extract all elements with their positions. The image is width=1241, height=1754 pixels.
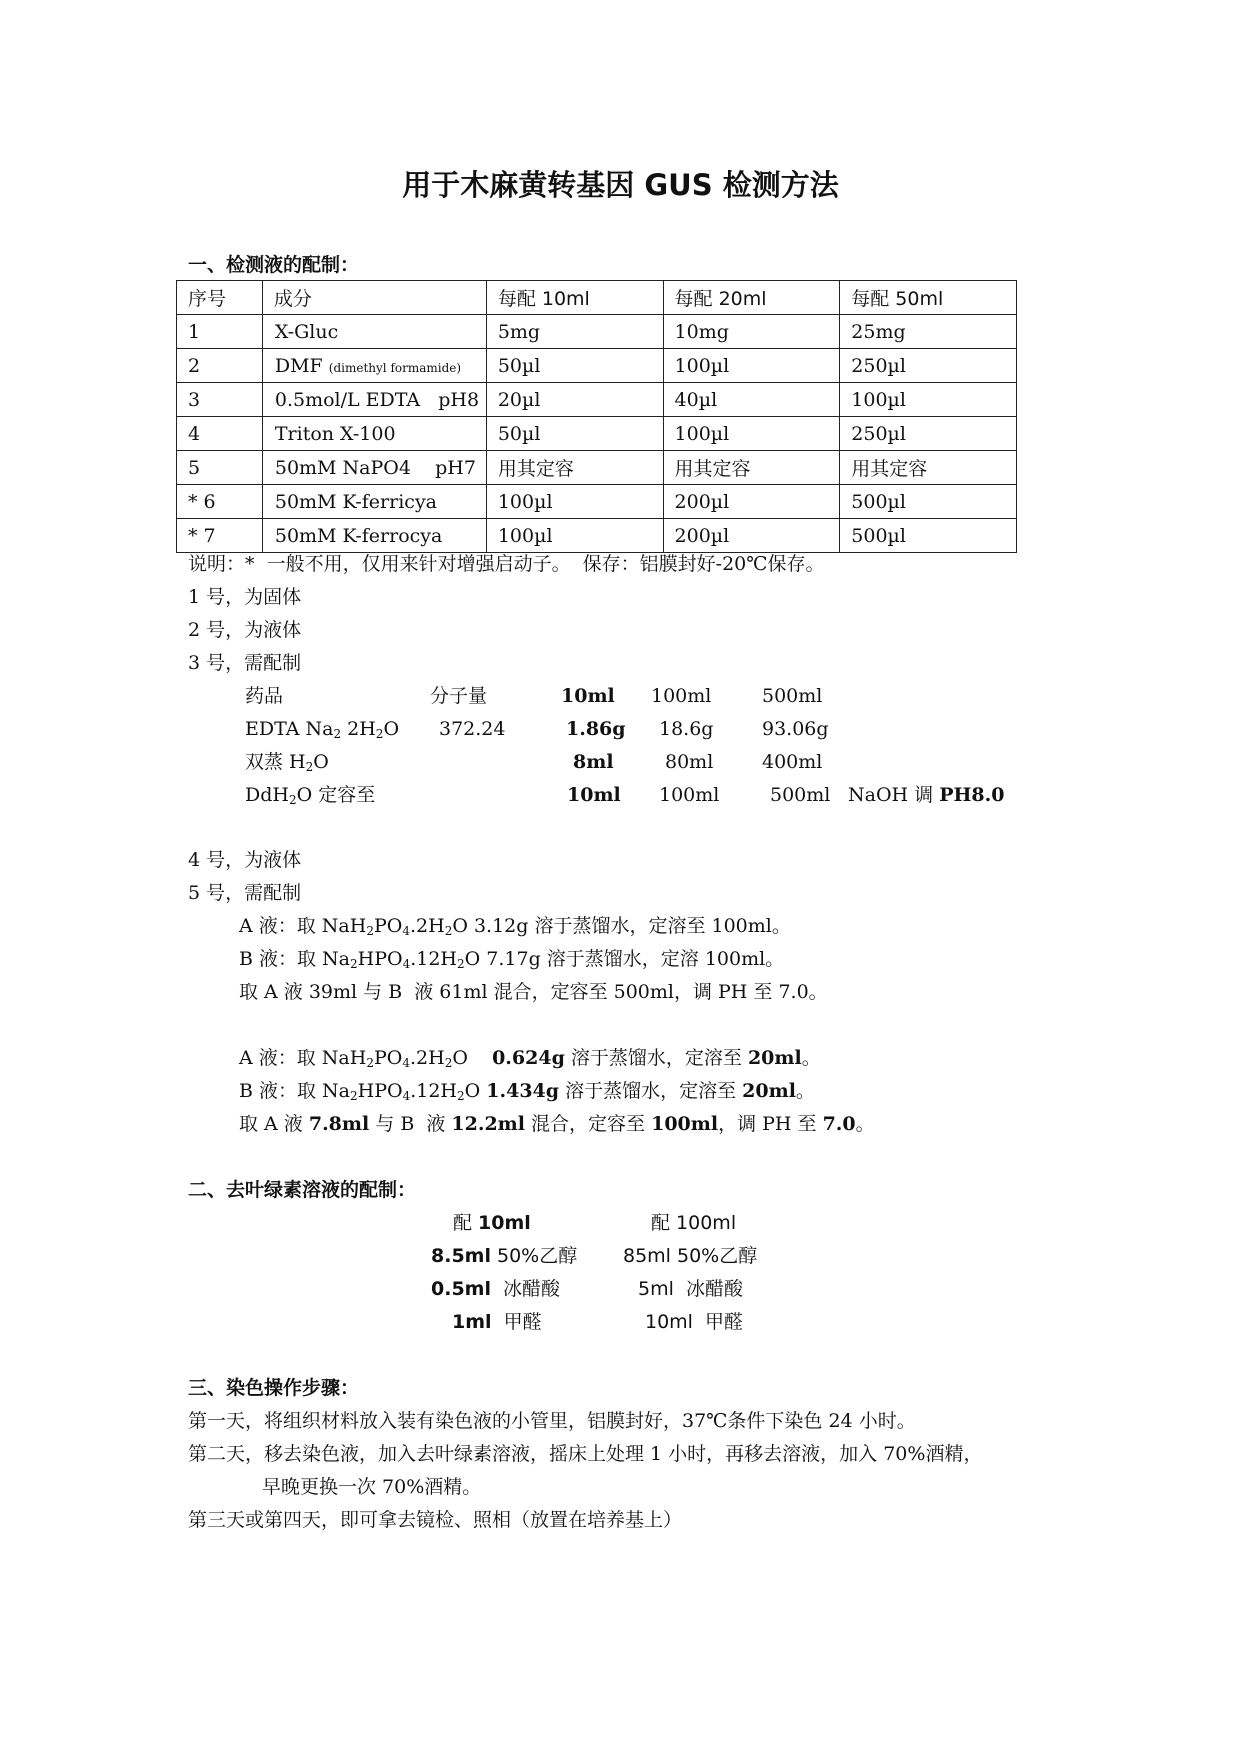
table-cell: 500µl: [840, 519, 1017, 553]
edta-row-3-adjust: NaOH 调 PH8.0: [848, 784, 1005, 806]
component-name: DMF: [274, 354, 323, 377]
edta-row-2-100ml: 80ml: [665, 751, 714, 773]
component-name: X-Gluc: [274, 320, 339, 343]
table-cell: [262, 519, 486, 553]
table-cell: 100µl: [486, 485, 663, 519]
decolor-row-formaldehyde-10ml: 1ml 甲醛: [452, 1311, 542, 1333]
edta-col-500ml: 500ml: [762, 685, 823, 707]
table-cell: 4: [177, 417, 263, 451]
decolor-col1-header: 配 10ml: [453, 1212, 531, 1234]
edta-col-drug: 药品: [245, 685, 284, 707]
page-title: 用于木麻黄转基因 GUS 检测方法: [402, 168, 839, 202]
napo4-mix: 取 A 液 39ml 与 B 液 61ml 混合，定容至 500ml，调 PH 至 7.0。: [239, 981, 828, 1003]
edta-row-3-500ml: 500ml: [770, 784, 831, 806]
table-cell: 200µl: [663, 519, 840, 553]
header-cell: 每配 10ml: [486, 281, 663, 315]
table-cell: 50µl: [486, 417, 663, 451]
table-row: [177, 383, 1017, 417]
component-name: 50mM NaPO4 pH7: [274, 456, 476, 479]
table-cell: 100µl: [486, 519, 663, 553]
decolor-row-acetic-100ml: 5ml 冰醋酸: [638, 1278, 743, 1300]
section3-heading: 三、染色操作步骤：: [188, 1377, 360, 1399]
component-name: Triton X-100: [274, 422, 396, 445]
edta-row-1-name: EDTA $Na_2$ $2H_2O$: [245, 718, 400, 741]
table-cell: 25mg: [840, 315, 1017, 349]
edta-row-2-name: 双蒸 $H_2O$: [245, 751, 329, 774]
decolor-row-ethanol-10ml: 8.5ml 50%乙醇: [431, 1245, 578, 1267]
step-day-3-4: 第三天或第四天，即可拿去镜检、照相（放置在培养基上）: [188, 1509, 683, 1531]
table-cell: 用其定容: [663, 451, 840, 485]
table-cell: 5: [177, 451, 263, 485]
edta-row-1-100ml: 18.6g: [659, 718, 714, 740]
edta-row-1-10ml: 1.86g: [566, 718, 626, 740]
table-cell: 250µl: [840, 349, 1017, 383]
storage-note: 说明：* 一般不用，仅用来针对增强启动子。 保存：铝膜封好-20℃保存。: [188, 553, 825, 575]
table-cell: 10mg: [663, 315, 840, 349]
table-cell: [262, 485, 486, 519]
table-cell: 100µl: [663, 417, 840, 451]
table-row: [177, 485, 1017, 519]
step-day-2: 第二天，移去染色液，加入去叶绿素溶液，摇床上处理 1 小时，再移去溶液，加入 70%酒精，: [188, 1443, 983, 1465]
edta-col-100ml: 100ml: [651, 685, 712, 707]
component-name: 0.5mol/L EDTA pH8: [274, 388, 480, 411]
decolor-row-acetic-10ml: 0.5ml 冰醋酸: [431, 1278, 561, 1300]
table-cell: * 7: [177, 519, 263, 553]
item-1-note: 1 号，为固体: [188, 586, 302, 608]
edta-row-3-100ml: 100ml: [659, 784, 720, 806]
table-row: [177, 451, 1017, 485]
table-cell: 250µl: [840, 417, 1017, 451]
header-cell: 每配 50ml: [840, 281, 1017, 315]
step-day-1: 第一天，将组织材料放入装有染色液的小管里，铝膜封好，37℃条件下染色 24 小时。: [188, 1410, 916, 1432]
table-cell: 2: [177, 349, 263, 383]
table-cell: 用其定容: [486, 451, 663, 485]
table-cell: 20µl: [486, 383, 663, 417]
napo4-small-mix: 取 A 液 7.8ml 与 B 液 12.2ml 混合，定容至 100ml，调 PH 至 7.0。: [239, 1113, 875, 1135]
header-cell: 每配 20ml: [663, 281, 840, 315]
decolor-row-formaldehyde-100ml: 10ml 甲醛: [645, 1311, 744, 1333]
edta-row-2-500ml: 400ml: [762, 751, 823, 773]
header-cell: 成分: [262, 281, 486, 315]
table-row: [177, 519, 1017, 553]
table-cell: [262, 315, 486, 349]
edta-row-3-10ml: 10ml: [567, 784, 621, 806]
table-cell: 200µl: [663, 485, 840, 519]
table-cell: 5mg: [486, 315, 663, 349]
table-cell: 1: [177, 315, 263, 349]
napo4-small-solution-b: B 液：取 $Na_2HPO_4.12H_2O$ 1.434g 溶于蒸馏水，定溶至 20ml。: [239, 1080, 815, 1103]
table-cell: 500µl: [840, 485, 1017, 519]
table-cell: [262, 451, 486, 485]
table-cell: 40µl: [663, 383, 840, 417]
table-cell: [262, 349, 486, 383]
edta-row-1-mw: 372.24: [439, 718, 506, 740]
table-cell: * 6: [177, 485, 263, 519]
napo4-solution-b: B 液：取 $Na_2HPO_4.12H_2O$ 7.17g 溶于蒸馏水，定溶 100ml。: [239, 948, 785, 971]
item-4-note: 4 号，为液体: [188, 849, 302, 871]
header-cell: 序号: [177, 281, 263, 315]
table-header-row: [177, 281, 1017, 315]
edta-row-2-10ml: 8ml: [573, 751, 614, 773]
napo4-solution-a: A 液：取 $NaH_2PO_4.2H_2O$ 3.12g 溶于蒸馏水，定溶至 100ml。: [239, 915, 791, 938]
component-name: 50mM K-ferrocya: [274, 524, 443, 547]
table-row: [177, 417, 1017, 451]
table-cell: [262, 417, 486, 451]
table-cell: 100µl: [840, 383, 1017, 417]
item-3-note: 3 号，需配制: [188, 652, 302, 674]
table-cell: 50µl: [486, 349, 663, 383]
table-cell: [262, 383, 486, 417]
reagent-table: [176, 280, 1017, 553]
table-row: [177, 315, 1017, 349]
table-cell: 100µl: [663, 349, 840, 383]
component-note: (dimethyl formamide): [328, 360, 462, 375]
step-day-2-cont: 早晚更换一次 70%酒精。: [262, 1476, 482, 1498]
decolor-col2-header: 配 100ml: [651, 1212, 737, 1234]
item-5-note: 5 号，需配制: [188, 882, 302, 904]
edta-col-mw: 分子量: [430, 685, 488, 707]
section2-heading: 二、去叶绿素溶液的配制：: [188, 1179, 417, 1201]
decolor-row-ethanol-100ml: 85ml 50%乙醇: [623, 1245, 758, 1267]
table-row: [177, 349, 1017, 383]
edta-row-1-500ml: 93.06g: [762, 718, 829, 740]
edta-row-3-name: DdH$_2$O 定容至: [245, 784, 376, 807]
item-2-note: 2 号，为液体: [188, 619, 302, 641]
section1-heading: 一、检测液的配制：: [188, 254, 360, 276]
edta-col-10ml: 10ml: [561, 685, 615, 707]
component-name: 50mM K-ferricya: [274, 490, 437, 513]
table-cell: 用其定容: [840, 451, 1017, 485]
table-cell: 3: [177, 383, 263, 417]
napo4-small-solution-a: A 液：取 $NaH_2PO_4.2H_2O$ 0.624g 溶于蒸馏水，定溶至 20ml。: [239, 1047, 821, 1070]
